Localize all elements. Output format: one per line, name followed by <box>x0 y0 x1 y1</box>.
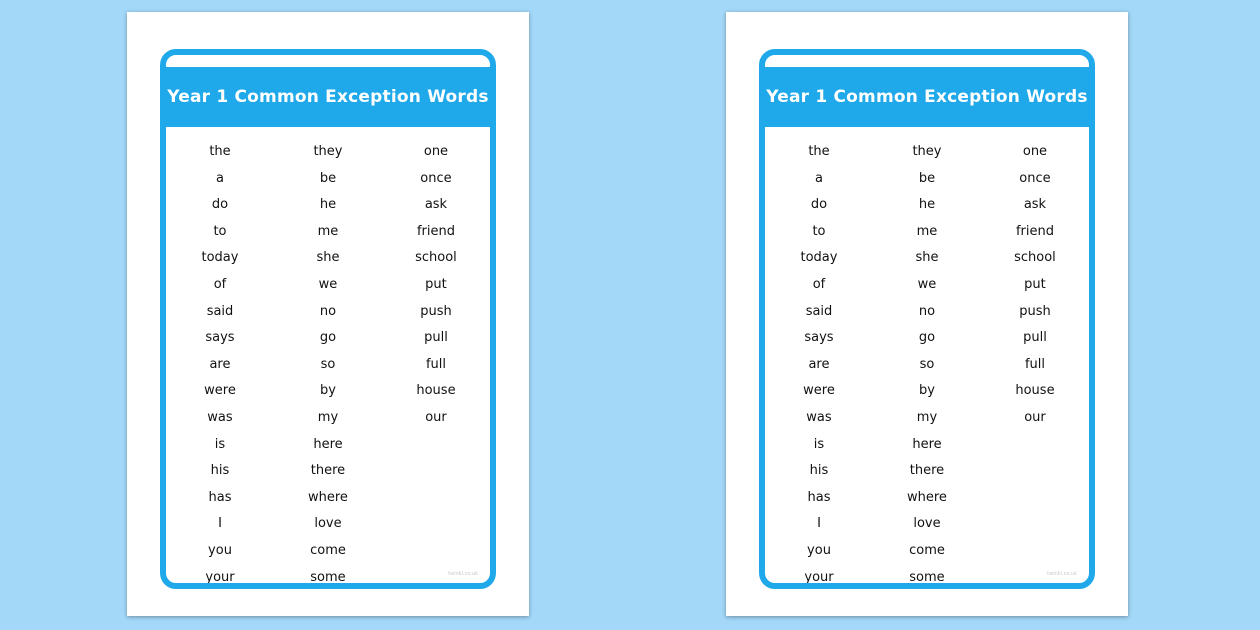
word-list-item: his <box>809 463 829 479</box>
word-list-item: once <box>1019 170 1051 186</box>
word-list-item: here <box>912 436 942 452</box>
word-list-item: house <box>416 383 456 399</box>
word-list-item: was <box>207 409 233 425</box>
word-list-item: said <box>805 303 833 319</box>
word-list-item: go <box>918 330 936 346</box>
word-list-item: the <box>209 144 231 159</box>
word-list-item: push <box>1019 303 1051 319</box>
word-list-item: our <box>1024 409 1046 425</box>
word-list-item: full <box>1024 356 1045 372</box>
word-list-item: by <box>320 383 336 399</box>
word-list-item: come <box>909 542 945 558</box>
word-column-3 <box>382 139 490 589</box>
word-list-item: where <box>308 489 348 505</box>
word-list-item: go <box>319 330 337 346</box>
word-list-item: are <box>808 356 830 372</box>
word-list-item: do <box>211 197 229 213</box>
word-list-item: were <box>204 383 236 399</box>
word-list-item: ask <box>1023 197 1047 213</box>
word-list-item: once <box>420 170 452 186</box>
word-list-item: friend <box>1015 223 1054 239</box>
word-list-item: love <box>314 516 342 532</box>
word-list-item: was <box>806 409 832 425</box>
title-bar <box>166 67 490 127</box>
word-list-item: ask <box>424 197 448 213</box>
word-list-item: has <box>208 489 232 505</box>
word-list-item: so <box>320 356 336 372</box>
word-list-item: by <box>919 383 935 399</box>
word-list-item: were <box>803 383 835 399</box>
word-list-item: me <box>916 223 938 239</box>
word-list-item: one <box>423 144 449 159</box>
word-list-item: he <box>918 197 936 213</box>
word-list-item: she <box>316 250 340 266</box>
word-list-item: I <box>817 516 821 532</box>
word-list-item: he <box>319 197 337 213</box>
watermark: twinkl.co.uk <box>448 571 478 577</box>
worksheet-title: Year 1 Common Exception Words <box>167 87 489 107</box>
word-list-item: today <box>800 250 838 266</box>
word-list-item: our <box>425 409 447 425</box>
word-list-item: they <box>313 144 343 159</box>
word-list-item: my <box>916 409 938 425</box>
word-list-item: we <box>318 276 338 292</box>
word-list-item: one <box>1022 144 1048 159</box>
word-list-item: the <box>808 144 830 159</box>
word-list-item: they <box>912 144 942 159</box>
word-list-item: here <box>313 436 343 452</box>
word-list-item: there <box>310 463 346 479</box>
word-column-1 <box>166 139 274 589</box>
word-column-2 <box>274 139 382 589</box>
word-list-item: friend <box>416 223 455 239</box>
word-list-item: my <box>317 409 339 425</box>
word-list-item: full <box>425 356 446 372</box>
word-list-item: there <box>909 463 945 479</box>
word-list-item: you <box>807 542 831 558</box>
word-list-item: no <box>918 303 936 319</box>
word-list-item: do <box>810 197 828 213</box>
word-list-item: said <box>206 303 234 319</box>
word-list-item: a <box>216 170 224 186</box>
word-list-item: school <box>415 250 457 266</box>
word-list-item: put <box>425 276 447 292</box>
word-list-item: your <box>804 569 834 585</box>
word-list-item: of <box>213 276 227 292</box>
word-list-item: no <box>319 303 337 319</box>
word-column-3 <box>981 139 1089 589</box>
word-list-item: some <box>909 569 945 585</box>
worksheet-preview-right <box>726 12 1128 616</box>
word-list-item: I <box>218 516 222 532</box>
word-list-frame <box>759 49 1095 589</box>
word-columns <box>166 139 490 589</box>
word-list-item: push <box>420 303 452 319</box>
worksheet-preview-left <box>127 12 529 616</box>
word-list-item: is <box>214 436 226 452</box>
word-list-item: today <box>201 250 239 266</box>
word-list-item: of <box>812 276 826 292</box>
watermark: twinkl.co.uk <box>1047 571 1077 577</box>
word-list-item: pull <box>1023 330 1047 346</box>
word-list-item: your <box>205 569 235 585</box>
word-list-item: house <box>1015 383 1055 399</box>
word-list-item: to <box>213 223 227 239</box>
word-list-item: so <box>919 356 935 372</box>
word-list-item: you <box>208 542 232 558</box>
word-list-item: be <box>319 170 337 186</box>
word-list-item: love <box>913 516 941 532</box>
word-list-item: school <box>1014 250 1056 266</box>
word-list-item: where <box>907 489 947 505</box>
word-list-item: pull <box>424 330 448 346</box>
worksheet-title: Year 1 Common Exception Words <box>766 87 1088 107</box>
word-list-item: says <box>804 330 834 346</box>
word-list-item: me <box>317 223 339 239</box>
word-list-item: she <box>915 250 939 266</box>
word-column-1 <box>765 139 873 589</box>
word-list-item: has <box>807 489 831 505</box>
word-list-item: is <box>813 436 825 452</box>
word-list-item: some <box>310 569 346 585</box>
word-list-item: be <box>918 170 936 186</box>
word-columns <box>765 139 1089 589</box>
word-list-item: to <box>812 223 826 239</box>
word-list-item: put <box>1024 276 1046 292</box>
word-list-item: his <box>210 463 230 479</box>
word-list-item: we <box>917 276 937 292</box>
word-list-frame <box>160 49 496 589</box>
title-bar <box>765 67 1089 127</box>
word-column-2 <box>873 139 981 589</box>
word-list-item: come <box>310 542 346 558</box>
word-list-item: says <box>205 330 235 346</box>
word-list-item: are <box>209 356 231 372</box>
word-list-item: a <box>815 170 823 186</box>
